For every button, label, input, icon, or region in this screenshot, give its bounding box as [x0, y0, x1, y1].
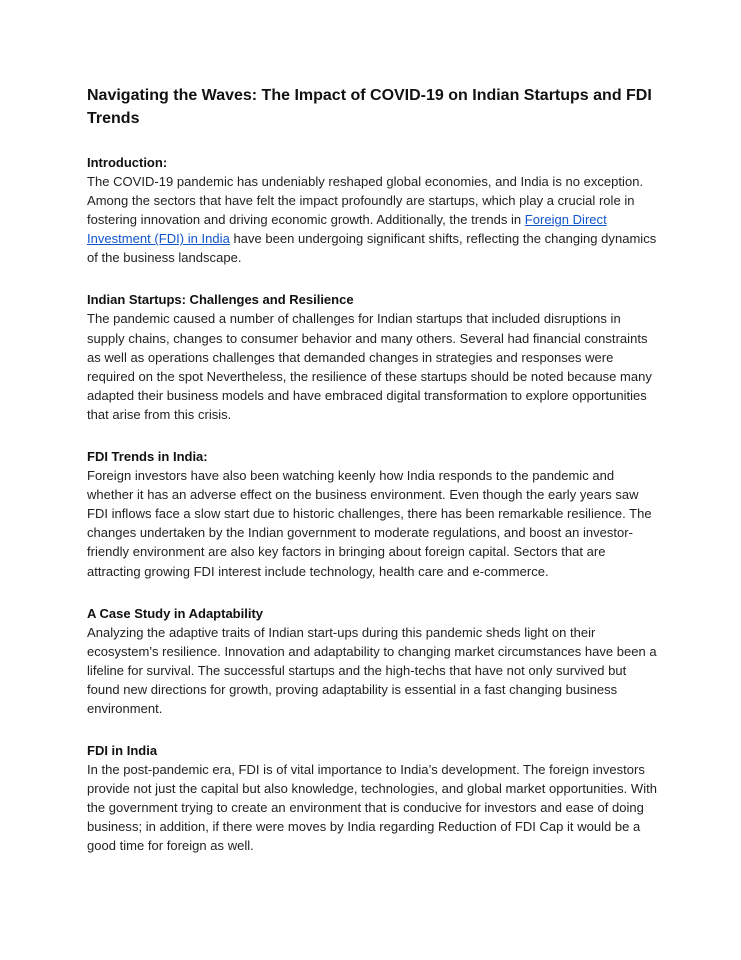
- section-paragraph: The pandemic caused a number of challenges for Indian startups that included disruptions in supply chains, changes to consumer behavior and many others. Several had financial constraints as well as operations challenges that demanded changes in strategies and responses were required on the spot Nevertheless, the resilience of these startups should be noted because many adapted their business models and have embraced digital transformation to explore opportunities that arise from this crisis.: [87, 311, 652, 422]
- section-heading: FDI Trends in India:: [87, 449, 208, 465]
- section-heading: Indian Startups: Challenges and Resilience: [87, 292, 354, 308]
- section-paragraph: In the post-pandemic era, FDI is of vital importance to India’s development. The foreign investors provide not just the capital but also knowledge, technologies, and global market opportunities. With the government trying to create an environment that is conducive for investors and ease of doing business; in addition, if there were moves by India regarding Reduction of FDI Cap it would be a good time for foreign as well.: [87, 762, 658, 854]
- section-paragraph: Analyzing the adaptive traits of Indian start-ups during this pandemic sheds light on their ecosystem’s resilience. Innovation and adaptability to changing market circumstances have been a lifeline for survival. The successful startups and the high-techs that have not only survived but found new directions for growth, proving adaptability is essential in a fast changing business environment.: [87, 624, 657, 716]
- paragraph-text: have been undergoing significant shifts, reflecting the changing dynamics of the business landscape.: [87, 231, 657, 266]
- section-case-study: [87, 604, 657, 718]
- section-heading: A Case Study in Adaptability: [87, 605, 264, 621]
- document-page: [87, 84, 657, 856]
- section-heading: FDI in India: [87, 743, 158, 759]
- section-heading: Introduction:: [87, 155, 168, 170]
- section-fdi-trends: [87, 447, 657, 581]
- section-paragraph: [87, 172, 657, 267]
- section-introduction: [87, 153, 657, 267]
- paragraph-text: The COVID-19 pandemic has undeniably reshaped global economies, and India is no exception. Among the sectors that have felt the impact profoundly are startups, which play a crucial role in fostering innovation and driving economic growth. Additionally, the trends in: [87, 174, 644, 228]
- fdi-india-link[interactable]: Foreign Direct Investment (FDI) in India: [87, 212, 607, 247]
- document-title: Navigating the Waves: The Impact of COVID-19 on Indian Startups and FDI Trends: [87, 87, 652, 127]
- section-paragraph: Foreign investors have also been watching keenly how India responds to the pandemic and whether it has an adverse effect on the business environment. Even though the early years saw FDI inflows face a slow start due to historic challenges, there has been remarkable resilience. The changes undertaken by the Indian government to moderate regulations, and boost an investor-friendly environment are also key factors in bringing about foreign capital. Sectors that are attracting growing FDI interest include technology, health care and e-commerce.: [87, 468, 652, 579]
- section-startups-challenges: [87, 290, 657, 424]
- section-fdi-in-india: [87, 741, 657, 855]
